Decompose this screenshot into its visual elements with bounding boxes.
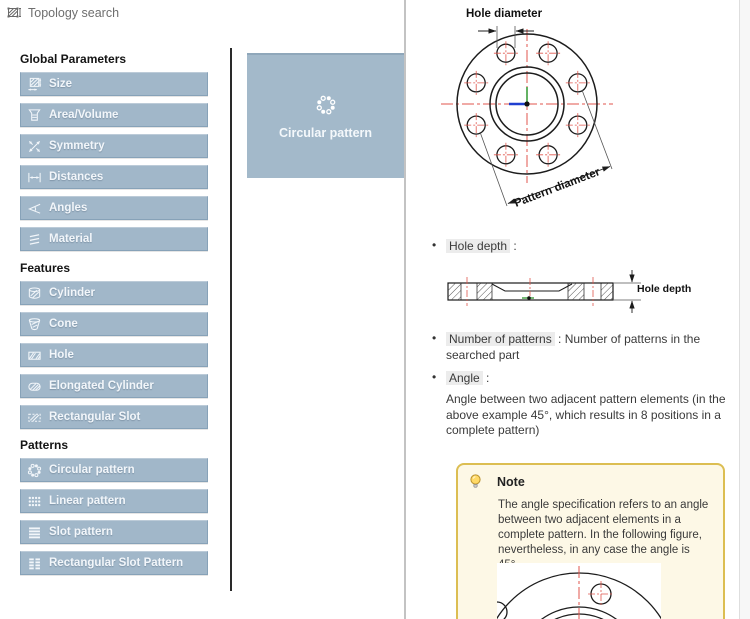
sidebar-item-label: Linear pattern: [49, 495, 126, 507]
hole-depth-suffix: :: [510, 239, 517, 253]
sidebar-item-distances[interactable]: [20, 165, 208, 189]
sidebar-item-material[interactable]: [20, 227, 208, 251]
elongated-cylinder-icon: [27, 379, 42, 394]
angles-icon: [27, 201, 42, 216]
sidebar-item-label: Elongated Cylinder: [49, 380, 154, 392]
number-of-patterns-term: Number of patterns: [446, 332, 555, 346]
sidebar-item-linear-pattern[interactable]: [20, 489, 208, 513]
bullet-dot: •: [432, 238, 437, 252]
sidebar-item-cylinder[interactable]: [20, 281, 208, 305]
sidebar-item-label: Angles: [49, 202, 88, 214]
sidebar-divider: [230, 48, 232, 591]
sidebar-item-circular-pattern[interactable]: [20, 458, 208, 482]
sidebar-item-rectangular-slot-pattern[interactable]: [20, 551, 208, 575]
sidebar-item-label: Rectangular Slot Pattern: [49, 557, 184, 569]
sidebar-item-rectangular-slot[interactable]: [20, 405, 208, 429]
angle-suffix: :: [482, 371, 490, 385]
hole-depth-dim-label: Hole depth: [637, 283, 692, 295]
number-of-patterns-suffix: : Number of patterns in the searched part: [446, 332, 701, 362]
bullet-hole-depth: [430, 238, 696, 254]
window-title: Topology search: [28, 6, 120, 20]
material-icon: [27, 232, 42, 247]
area-volume-icon: [27, 108, 42, 123]
distances-icon: [27, 170, 42, 185]
sidebar-group-heading-patterns: Patterns: [20, 438, 69, 452]
angle-term: Angle: [446, 371, 483, 385]
rectangular-slot-icon: [27, 410, 42, 425]
sidebar-item-label: Rectangular Slot: [49, 411, 141, 423]
cone-icon: [27, 317, 42, 332]
sidebar-item-angles[interactable]: [20, 196, 208, 220]
sidebar-group-heading-global-parameters: Global Parameters: [20, 52, 127, 66]
sidebar-item-label: Circular pattern: [49, 464, 135, 476]
sidebar-item-label: Cylinder: [49, 287, 96, 299]
symmetry-icon: [27, 139, 42, 154]
sidebar-item-hole[interactable]: [20, 343, 208, 367]
sidebar-group-heading-features: Features: [20, 261, 71, 275]
sidebar-item-elongated-cylinder[interactable]: [20, 374, 208, 398]
sidebar-item-label: Hole: [49, 349, 74, 361]
sidebar-item-area-volume[interactable]: [20, 103, 208, 127]
hole-icon: [27, 348, 42, 363]
panel-divider: [404, 0, 406, 619]
sidebar: [20, 46, 208, 582]
bullet-dot: •: [432, 331, 437, 345]
sidebar-item-label: Distances: [49, 171, 104, 183]
sidebar-item-slot-pattern[interactable]: [20, 520, 208, 544]
vertical-scrollbar[interactable]: [739, 0, 750, 619]
sidebar-item-size[interactable]: [20, 72, 208, 96]
sidebar-item-label: Area/Volume: [49, 109, 119, 121]
sidebar-item-label: Material: [49, 233, 93, 245]
window-header: [7, 6, 119, 20]
angle-paragraph: Angle between two adjacent pattern elements (in the above example 45°, which results in 8 positions in a complete pattern): [446, 392, 726, 437]
origin-point: [524, 101, 529, 106]
sidebar-item-label: Size: [49, 78, 73, 90]
size-icon: [27, 77, 42, 92]
hole-depth-term: Hole depth: [446, 239, 510, 253]
bullet-dot: •: [432, 370, 437, 384]
note-title: Note: [497, 474, 525, 489]
circular-pattern-icon: [315, 94, 337, 116]
slot-pattern-icon: [27, 525, 42, 540]
note-figure: [497, 563, 661, 619]
flange-top-view-figure: [410, 0, 660, 230]
sidebar-item-label: Cone: [49, 318, 78, 330]
cylinder-icon: [27, 286, 42, 301]
pattern-diameter-label: Pattern diameter: [512, 166, 602, 210]
sidebar-item-label: Symmetry: [49, 140, 105, 152]
bullet-angle: [430, 370, 696, 386]
topology-search-icon: [7, 6, 21, 20]
rectangular-slot-pattern-icon: [27, 556, 42, 571]
preview-card-label: Circular pattern: [278, 125, 373, 140]
flange-section-figure: [446, 264, 694, 316]
linear-pattern-icon: [27, 494, 42, 509]
circular-pattern-preview-card[interactable]: [247, 53, 404, 178]
circular-pattern-icon: [27, 463, 42, 478]
hole-diameter-label: Hole diameter: [466, 8, 543, 20]
lightbulb-icon: [469, 474, 482, 489]
sidebar-item-cone[interactable]: [20, 312, 208, 336]
sidebar-item-label: Slot pattern: [49, 526, 113, 538]
note-text: The angle specification refers to an angle between two adjacent elements in a complete pattern. In the following figure, nevertheless, in any case the angle is: [498, 499, 709, 556]
bullet-number-of-patterns: [430, 331, 750, 363]
note-title-row: [469, 474, 723, 489]
sidebar-item-symmetry[interactable]: [20, 134, 208, 158]
